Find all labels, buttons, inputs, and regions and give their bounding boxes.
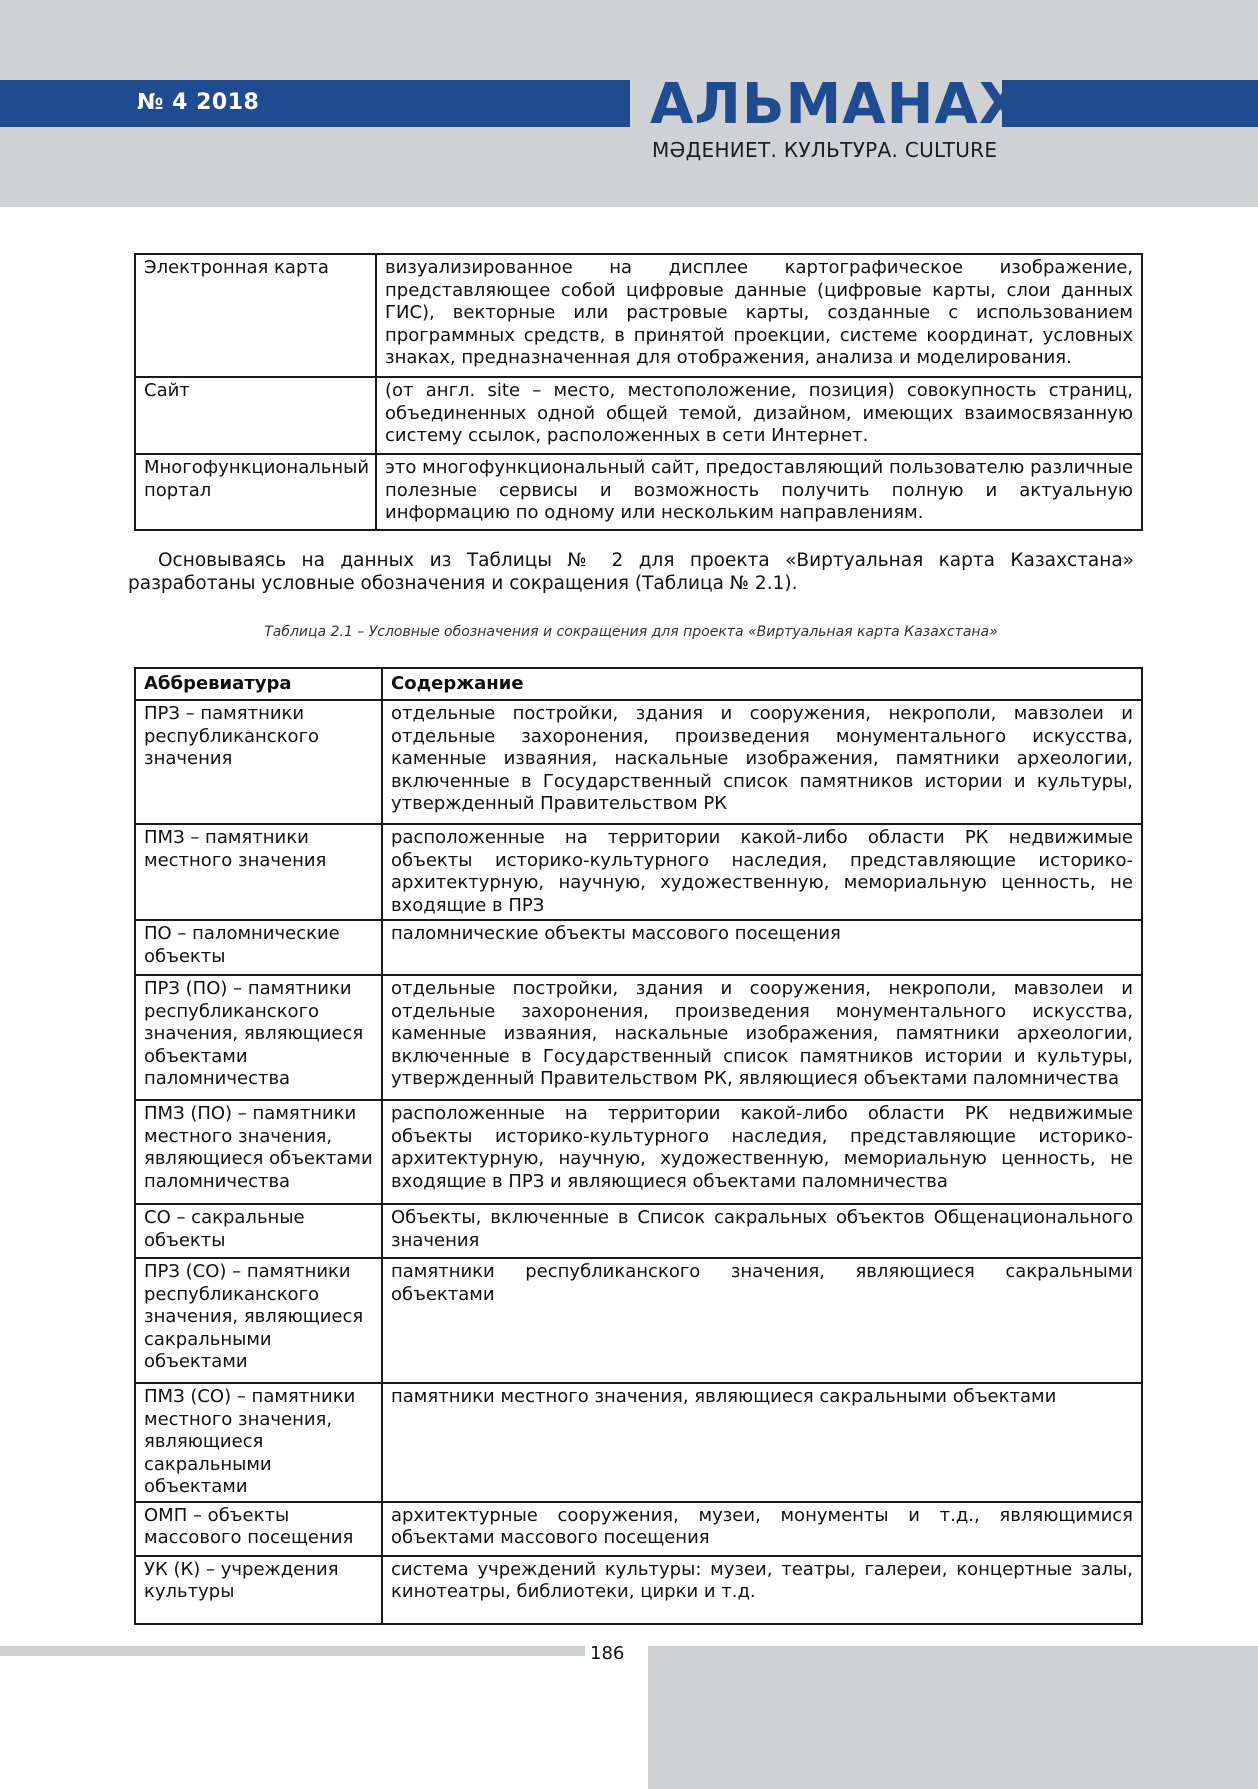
definition-cell: визуализированное на дисплее картографическое изображение, представляющее собой цифровые данные (цифровые карты, слои данных ГИС), векторные или растровые карты, созданные с использованием программных средств, в принятой проекции, системе координат, условных знаках, предназначенная для отображения, анализа и моделирования. — [376, 254, 1142, 377]
footer-rule-right — [648, 1646, 1258, 1656]
term-cell: Многофункциональный портал — [135, 454, 376, 530]
content-cell: расположенные на территории какой-либо области РК недвижимые объекты историко-культурного наследия, представляющие историко-архитектурную, научную, художественную, мемориальную ценность, не входящие в ПРЗ и являющиеся объектами паломничества — [382, 1100, 1142, 1204]
footer-rule-left — [0, 1646, 585, 1656]
term-cell: Сайт — [135, 377, 376, 454]
table-caption: Таблица 2.1 – Условные обозначения и сокращения для проекта «Виртуальная карта Казахстана» — [264, 624, 998, 640]
abbreviation-cell: ПРЗ (СО) – памятники республиканского значения, являющиеся сакральными объектами — [135, 1258, 382, 1383]
table-row — [135, 377, 1142, 454]
definition-cell: (от англ. site – место, местоположение, позиция) совокупность страниц, объединенных одной общей темой, дизайном, имеющих взаимосвязанную систему ссылок, расположенных в сети Интернет. — [376, 377, 1142, 454]
table-row — [135, 700, 1142, 824]
abbreviation-cell: ПМЗ (СО) – памятники местного значения, являющиеся сакральными объектами — [135, 1383, 382, 1502]
abbreviation-cell: ПМЗ – памятники местного значения — [135, 824, 382, 920]
column-header-abbreviation: Аббревиатура — [135, 668, 382, 700]
header-bar-left — [0, 80, 630, 127]
abbreviation-cell: ПМЗ (ПО) – памятники местного значения, являющиеся объектами паломничества — [135, 1100, 382, 1204]
table-row — [135, 975, 1142, 1100]
footer-block — [648, 1656, 1258, 1789]
abbreviation-cell: ПРЗ – памятники республиканского значения — [135, 700, 382, 824]
abbreviation-cell: ОМП – объекты массового посещения — [135, 1502, 382, 1556]
content-cell: паломнические объекты массового посещения — [382, 920, 1142, 975]
content-cell: Объекты, включенные в Список сакральных объектов Общенационального значения — [382, 1204, 1142, 1258]
content-cell: архитектурные сооружения, музеи, монументы и т.д., являющимися объектами массового посещения — [382, 1502, 1142, 1556]
definitions-table — [134, 253, 1143, 531]
table-row — [135, 1204, 1142, 1258]
table-row — [135, 454, 1142, 530]
body-paragraph: Основываясь на данных из Таблицы № 2 для проекта «Виртуальная карта Казахстана» разработаны условные обозначения и сокращения (Таблица № 2.1). — [128, 550, 1134, 594]
table-row — [135, 1502, 1142, 1556]
header-bar-right — [1002, 80, 1258, 127]
journal-subtitle: МӘДЕНИЕТ. КУЛЬТУРА. CULTURE — [652, 138, 998, 162]
journal-title: АЛЬМАНАХ — [650, 72, 1023, 137]
table-row — [135, 1383, 1142, 1502]
abbreviations-table — [134, 667, 1143, 1625]
table-row — [135, 920, 1142, 975]
table-row — [135, 1556, 1142, 1624]
definition-cell: это многофункциональный сайт, предоставляющий пользователю различные полезные сервисы и возможность получить полную и актуальную информацию по одному или нескольким направлениям. — [376, 454, 1142, 530]
content-cell: система учреждений культуры: музеи, театры, галереи, концертные залы, кинотеатры, библиотеки, цирки и т.д. — [382, 1556, 1142, 1624]
content-cell: памятники республиканского значения, являющиеся сакральными объектами — [382, 1258, 1142, 1383]
table-row — [135, 1100, 1142, 1204]
issue-number: № 4 2018 — [137, 90, 260, 115]
column-header-content: Содержание — [382, 668, 1142, 700]
table-header-row — [135, 668, 1142, 700]
content-cell: памятники местного значения, являющиеся сакральными объектами — [382, 1383, 1142, 1502]
table-row — [135, 1258, 1142, 1383]
table-row — [135, 254, 1142, 377]
table-row — [135, 824, 1142, 920]
content-cell: расположенные на территории какой-либо области РК недвижимые объекты историко-культурного наследия, представляющие историко-архитектурную, научную, художественную, мемориальную ценность, не входящие в ПРЗ — [382, 824, 1142, 920]
abbreviation-cell: СО – сакральные объекты — [135, 1204, 382, 1258]
term-cell: Электронная карта — [135, 254, 376, 377]
abbreviation-cell: ПО – паломнические объекты — [135, 920, 382, 975]
content-cell: отдельные постройки, здания и сооружения, некрополи, мавзолеи и отдельные захоронения, произведения монументального искусства, каменные изваяния, наскальные изображения, памятники археологии, включенные в Государственный список памятников истории и культуры, утвержденный Правительством РК, являющиеся объектами паломничества — [382, 975, 1142, 1100]
content-cell: отдельные постройки, здания и сооружения, некрополи, мавзолеи и отдельные захоронения, произведения монументального искусства, каменные изваяния, наскальные изображения, памятники археологии, включенные в Государственный список памятников истории и культуры, утвержденный Правительством РК — [382, 700, 1142, 824]
page-number: 186 — [590, 1643, 625, 1664]
abbreviation-cell: УК (К) – учреждения культуры — [135, 1556, 382, 1624]
abbreviation-cell: ПРЗ (ПО) – памятники республиканского значения, являющиеся объектами паломничества — [135, 975, 382, 1100]
